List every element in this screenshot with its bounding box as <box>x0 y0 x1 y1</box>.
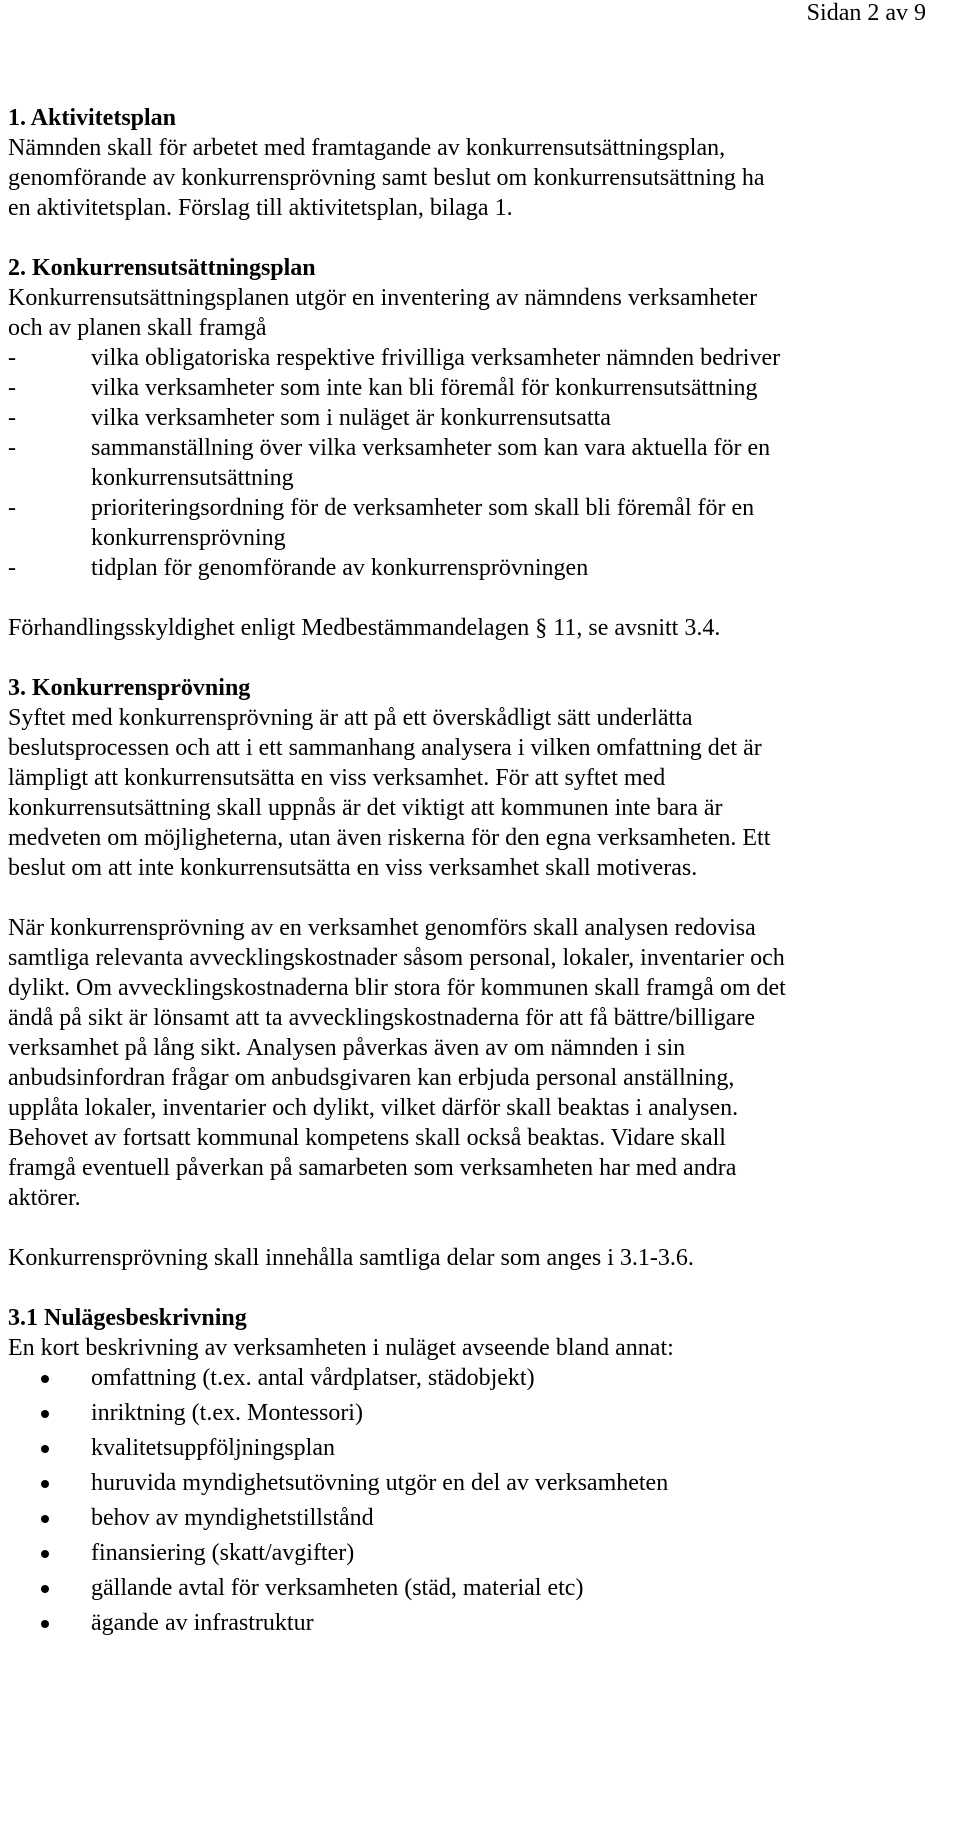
section-3-1-intro: En kort beskrivning av verksamheten i nuläget avseende bland annat: <box>8 1335 674 1361</box>
list-item <box>8 1363 948 1393</box>
list-item-text: konkurrensprövning <box>91 525 286 551</box>
list-item <box>8 1398 948 1428</box>
list-item-text: vilka obligatoriska respektive frivilliga verksamheter nämnden bedriver <box>91 345 781 371</box>
list-item-text: finansiering (skatt/avgifter) <box>91 1540 355 1566</box>
list-item-text: prioriteringsordning för de verksamheter som skall bli föremål för en <box>91 495 755 521</box>
list-item <box>8 1608 948 1638</box>
bullet-dot-icon <box>41 1620 49 1628</box>
list-item <box>8 373 948 403</box>
section-2-heading: 2. Konkurrensutsättningsplan <box>8 255 316 281</box>
paragraph-line: dylikt. Om avvecklingskostnaderna blir stora för kommunen skall framgå om det <box>8 975 786 1001</box>
dash-marker: - <box>8 345 16 371</box>
list-item <box>8 1503 948 1533</box>
list-item <box>8 1538 948 1568</box>
dash-marker: - <box>8 405 16 431</box>
list-item-text: vilka verksamheter som inte kan bli föremål för konkurrensutsättning <box>91 375 758 401</box>
bullet-dot-icon <box>41 1515 49 1523</box>
section-3-heading: 3. Konkurrensprövning <box>8 675 251 701</box>
requirements-list <box>8 343 948 583</box>
list-item-text: sammanställning över vilka verksamheter som kan vara aktuella för en <box>91 435 771 461</box>
section-1-heading: 1. Aktivitetsplan <box>8 105 177 131</box>
paragraph-line: framgå eventuell påverkan på samarbeten som verksamheten har med andra <box>8 1155 737 1181</box>
negotiation-note: Förhandlingsskyldighet enligt Medbestämmandelagen § 11, se avsnitt 3.4. <box>8 615 721 641</box>
section-3-1-heading: 3.1 Nulägesbeskrivning <box>8 1305 247 1331</box>
dash-marker: - <box>8 375 16 401</box>
paragraph-line: beslut om att inte konkurrensutsätta en viss verksamhet skall motiveras. <box>8 855 698 881</box>
list-item-text: konkurrensutsättning <box>91 465 294 491</box>
paragraph-line: samtliga relevanta avvecklingskostnader såsom personal, lokaler, inventarier och <box>8 945 785 971</box>
paragraph-line: medveten om möjligheterna, utan även riskerna för den egna verksamheten. Ett <box>8 825 771 851</box>
paragraph-line: verksamhet på lång sikt. Analysen påverkas även av om nämnden i sin <box>8 1035 686 1061</box>
bullet-dot-icon <box>41 1480 49 1488</box>
bullet-dot-icon <box>41 1550 49 1558</box>
paragraph-line: anbudsinfordran frågar om anbudsgivaren kan erbjuda personal anställning, <box>8 1065 735 1091</box>
list-item <box>8 403 948 433</box>
dash-marker: - <box>8 495 16 521</box>
status-description-list <box>8 1363 948 1638</box>
dash-marker: - <box>8 555 16 581</box>
list-item-text: tidplan för genomförande av konkurrensprövningen <box>91 555 589 581</box>
list-item-text: gällande avtal för verksamheten (städ, material etc) <box>91 1575 584 1601</box>
paragraph-line: aktörer. <box>8 1185 81 1211</box>
list-item <box>8 1433 948 1463</box>
section-1-line: Nämnden skall för arbetet med framtagande av konkurrensutsättningsplan, <box>8 135 726 161</box>
section-2-intro-line: Konkurrensutsättningsplanen utgör en inventering av nämndens verksamheter <box>8 285 758 311</box>
section-2-intro-line: och av planen skall framgå <box>8 315 267 341</box>
bullet-dot-icon <box>41 1585 49 1593</box>
list-item-text: huruvida myndighetsutövning utgör en del av verksamheten <box>91 1470 669 1496</box>
bullet-dot-icon <box>41 1410 49 1418</box>
list-item-text: behov av myndighetstillstånd <box>91 1505 374 1531</box>
page-number: Sidan 2 av 9 <box>806 0 926 26</box>
paragraph-line: Syftet med konkurrensprövning är att på ett överskådligt sätt underlätta <box>8 705 693 731</box>
list-item <box>8 553 948 583</box>
paragraph-line: Behovet av fortsatt kommunal kompetens skall också beaktas. Vidare skall <box>8 1125 726 1151</box>
paragraph-line: upplåta lokaler, inventarier och dylikt, vilket därför skall beaktas i analysen. <box>8 1095 739 1121</box>
list-item <box>8 1573 948 1603</box>
list-item <box>8 493 948 553</box>
bullet-dot-icon <box>41 1445 49 1453</box>
list-item <box>8 1468 948 1498</box>
bullet-dot-icon <box>41 1375 49 1383</box>
list-item-text: inriktning (t.ex. Montessori) <box>91 1400 363 1426</box>
list-item <box>8 433 948 493</box>
paragraph-line: konkurrensutsättning skall uppnås är det viktigt att kommunen inte bara är <box>8 795 723 821</box>
paragraph-line: beslutsprocessen och att i ett sammanhang analysera i vilken omfattning det är <box>8 735 762 761</box>
list-item-text: omfattning (t.ex. antal vårdplatser, städobjekt) <box>91 1365 535 1391</box>
list-item-text: vilka verksamheter som i nuläget är konkurrensutsatta <box>91 405 611 431</box>
section-1-line: en aktivitetsplan. Förslag till aktivitetsplan, bilaga 1. <box>8 195 513 221</box>
paragraph-line: ändå på sikt är lönsamt att ta avvecklingskostnaderna för att få bättre/billigare <box>8 1005 756 1031</box>
list-item-text: ägande av infrastruktur <box>91 1610 314 1636</box>
list-item <box>8 343 948 373</box>
list-item-text: kvalitetsuppföljningsplan <box>91 1435 335 1461</box>
paragraph-line: När konkurrensprövning av en verksamhet genomförs skall analysen redovisa <box>8 915 756 941</box>
dash-marker: - <box>8 435 16 461</box>
paragraph-line: Konkurrensprövning skall innehålla samtliga delar som anges i 3.1-3.6. <box>8 1245 694 1271</box>
section-1-line: genomförande av konkurrensprövning samt beslut om konkurrensutsättning ha <box>8 165 765 191</box>
document-body <box>8 103 948 1643</box>
paragraph-line: lämpligt att konkurrensutsätta en viss verksamhet. För att syftet med <box>8 765 666 791</box>
